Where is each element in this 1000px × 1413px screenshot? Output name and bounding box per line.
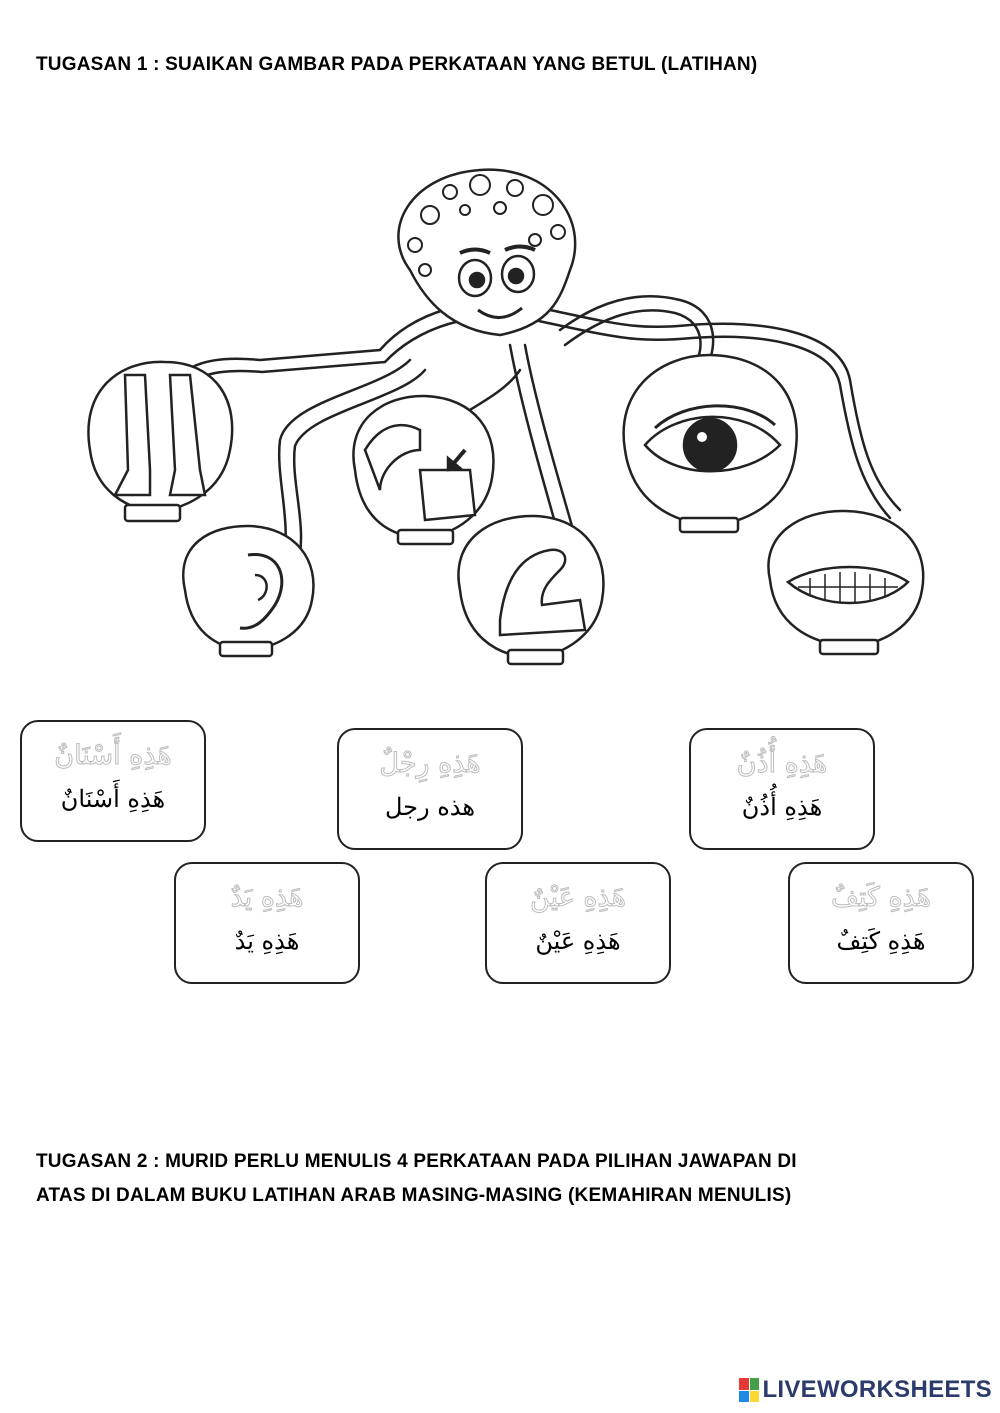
logo-mark-icon bbox=[739, 1378, 759, 1402]
trace-text: هَذِهِ رِجْلٌ bbox=[379, 748, 481, 779]
answer-text: هَذِهِ أُذُنٌ bbox=[741, 793, 823, 821]
feet-icon bbox=[88, 362, 232, 521]
answer-text: هَذِهِ كَتِفٌ bbox=[836, 927, 926, 955]
trace-text: هَذِهِ كَتِفٌ bbox=[830, 882, 932, 913]
trace-text: هَذِهِ أَسْنَانٌ bbox=[54, 740, 172, 771]
liveworksheets-logo bbox=[739, 1375, 992, 1405]
arm-icon bbox=[458, 516, 603, 664]
task-2-title bbox=[36, 1145, 966, 1213]
teeth-icon bbox=[768, 511, 923, 654]
trace-text: هَذِهِ يَدٌ bbox=[230, 882, 304, 913]
ear-icon bbox=[183, 526, 313, 656]
answer-text: هَذِهِ أَسْنَانٌ bbox=[60, 785, 166, 813]
trace-text: هَذِهِ أُذُنٌ bbox=[736, 748, 828, 779]
answer-text: هَذِهِ يَدٌ bbox=[234, 927, 300, 955]
word-card-hand[interactable] bbox=[174, 862, 360, 984]
answer-text: هذه رجل bbox=[384, 793, 476, 821]
word-card-teeth[interactable] bbox=[20, 720, 206, 842]
task-1-title: TUGASAN 1 : SUAIKAN GAMBAR PADA PERKATAAN YANG BETUL (LATIHAN) bbox=[36, 54, 758, 75]
word-card-eye[interactable] bbox=[485, 862, 671, 984]
task-2-line-2: ATAS DI DALAM BUKU LATIHAN ARAB MASING-MASING (KEMAHIRAN MENULIS) bbox=[36, 1185, 792, 1206]
word-card-shoulder[interactable] bbox=[788, 862, 974, 984]
logo-text: LIVEWORKSHEETS bbox=[762, 1376, 992, 1403]
word-card-ear[interactable] bbox=[689, 728, 875, 850]
octopus-illustration bbox=[80, 150, 940, 680]
answer-text: هَذِهِ عَيْنٌ bbox=[535, 927, 621, 955]
eye-icon bbox=[624, 355, 797, 532]
shoulder-icon bbox=[353, 396, 493, 544]
trace-text: هَذِهِ عَيْنٌ bbox=[530, 882, 626, 913]
task-2-line-1: TUGASAN 2 : MURID PERLU MENULIS 4 PERKATAAN PADA PILIHAN JAWAPAN DI bbox=[36, 1151, 797, 1172]
word-card-leg[interactable] bbox=[337, 728, 523, 850]
